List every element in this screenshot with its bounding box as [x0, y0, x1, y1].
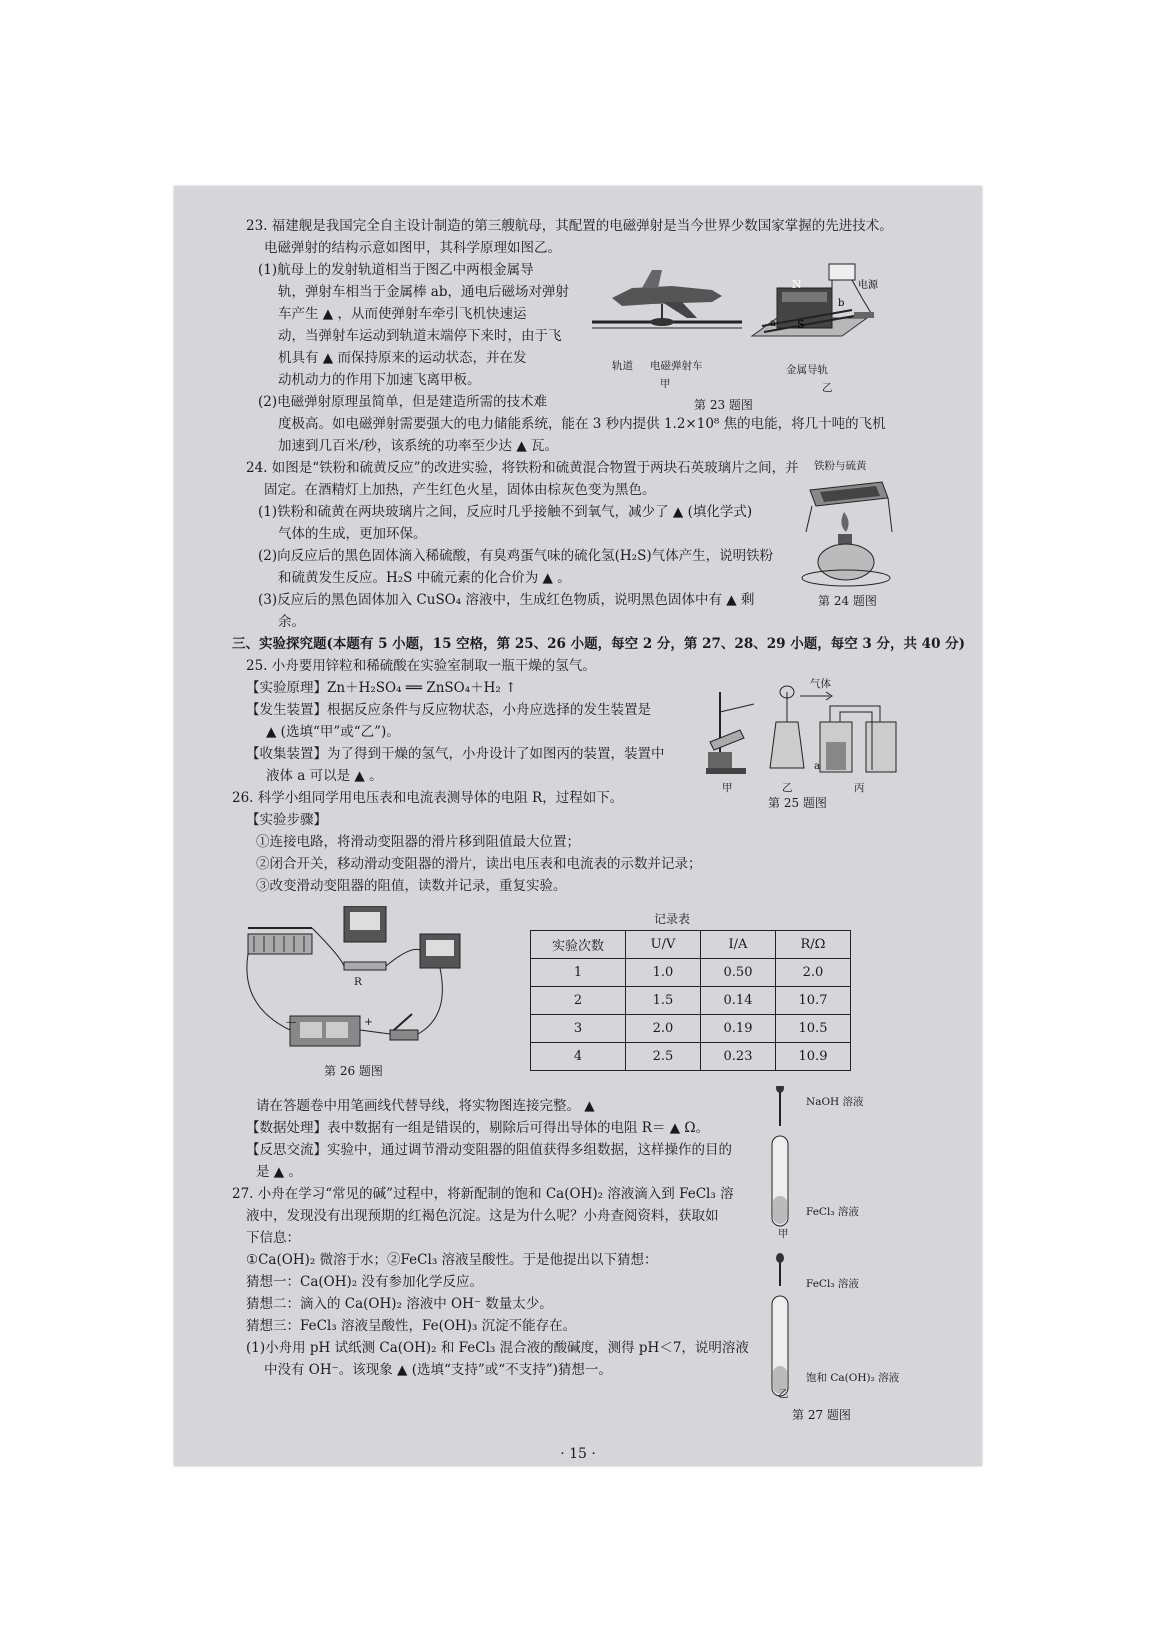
q23-part1-line3: 车产生 ▲ ，从而使弹射车牵引飞机快速运: [278, 306, 527, 322]
q26-connect-instruction: 请在答题卷中用笔画线代替导线，将实物图连接完整。 ▲: [256, 1098, 595, 1114]
q27-part1-line1: (1)小舟用 pH 试纸测 Ca(OH)₂ 和 FeCl₃ 混合液的酸碱度，测得 pH＜7，说明溶液: [246, 1340, 749, 1356]
q26-resistor-label: R: [354, 976, 362, 988]
q25-principle: 【实验原理】Zn＋H₂SO₄ ══ ZnSO₄＋H₂ ↑: [246, 680, 517, 696]
q25-gas-label: 气体: [810, 678, 831, 690]
q23-cart-label: 电磁弹射车: [650, 360, 703, 372]
q23-part2-line3: 加速到几百米/秒，该系统的功率至少达 ▲ 瓦。: [278, 438, 559, 454]
q25-bing-label: 丙: [854, 782, 865, 794]
table-cell: 2.0: [776, 959, 851, 987]
q23-figure: [592, 258, 882, 378]
q27-figure: [766, 1086, 806, 1406]
q26-stem: 26. 科学小组同学用电压表和电流表测导体的电阻 R，过程如下。: [232, 790, 624, 806]
exam-page: [174, 186, 982, 1466]
q27-stem-line1: 27. 小舟在学习“常见的碱”过程中，将新配制的饱和 Ca(OH)₂ 溶液滴入到 FeCl₃ 溶: [232, 1186, 734, 1202]
q26-step2: ②闭合开关，移动滑动变阻器的滑片，读出电压表和电流表的示数并记录；: [256, 856, 702, 872]
section-3-heading: 三、实验探究题(本题有 5 小题，15 空格，第 25、26 小题，每空 2 分，第 27、28、29 小题，每空 3 分，共 40 分): [232, 636, 966, 652]
q26-steps-title: 【实验步骤】: [246, 812, 327, 828]
q24-part1-line2: 气体的生成，更加环保。: [278, 526, 427, 542]
table-header-cell: U/V: [626, 931, 701, 959]
record-table-title: 记录表: [654, 912, 691, 926]
table-cell: 1: [531, 959, 626, 987]
q26-minus-label: —: [286, 1016, 297, 1028]
q23-yi-label: 乙: [822, 382, 833, 394]
q27-part1-line2: 中没有 OH⁻。该现象 ▲ (选填“支持”或“不支持”)猜想一。: [264, 1362, 612, 1378]
q24-part3-line1: (3)反应后的黑色固体加入 CuSO₄ 溶液中，生成红色物质，说明黑色固体中有 ▲ 剩: [258, 592, 755, 608]
q24-figure-caption: 第 24 题图: [818, 594, 877, 608]
page-number: · 15 ·: [560, 1446, 596, 1462]
q27-stem-line3: 下信息：: [246, 1230, 300, 1246]
q27-figure-caption: 第 27 题图: [792, 1408, 851, 1422]
q23-part1-line6: 动机动力的作用下加速飞离甲板。: [278, 372, 481, 388]
q23-part1-line4: 动，当弹射车运动到轨道末端停下来时，由于飞: [278, 328, 562, 344]
q23-metal-rail-label: 金属导轨: [786, 364, 828, 376]
q24-top-label: 铁粉与硫黄: [814, 460, 867, 472]
q23-jia-label: 甲: [660, 378, 671, 390]
table-header-cell: R/Ω: [776, 931, 851, 959]
table-row: [531, 959, 851, 987]
q25-collect-line1: 【收集装置】为了得到干燥的氢气，小舟设计了如图丙的装置，装置中: [246, 746, 665, 762]
q26-step3: ③改变滑动变阻器的阻值，读数并记录，重复实验。: [256, 878, 567, 894]
q25-jia-label: 甲: [722, 782, 733, 794]
table-cell: 0.19: [701, 1015, 776, 1043]
q24-part3-line2: 余。: [278, 614, 305, 630]
q27-stem-line2: 液中，发现没有出现预期的红褐色沉淀。这是为什么呢？小舟查阅资料，获取如: [246, 1208, 719, 1224]
q23-stem-line1: 23. 福建舰是我国完全自主设计制造的第三艘航母，其配置的电磁弹射是当今世界少数国家掌握的先进技术。: [246, 218, 893, 234]
table-header-cell: 实验次数: [531, 931, 626, 959]
q23-part1-line1: (1)航母上的发射轨道相当于图乙中两根金属导: [258, 262, 534, 278]
table-cell: 10.9: [776, 1043, 851, 1071]
q24-stem-line1: 24. 如图是“铁粉和硫黄反应”的改进实验，将铁粉和硫黄混合物置于两块石英玻璃片之间，并: [246, 460, 799, 476]
record-table: [530, 930, 851, 1071]
table-cell: 1.0: [626, 959, 701, 987]
q26-figure-caption: 第 26 题图: [324, 1064, 383, 1078]
q26-reflection-line1: 【反思交流】实验中，通过调节滑动变阻器的阻值获得多组数据，这样操作的目的: [246, 1142, 732, 1158]
q25-stem: 25. 小舟要用锌粒和稀硫酸在实验室制取一瓶干燥的氢气。: [246, 658, 596, 674]
table-cell: 2.5: [626, 1043, 701, 1071]
jet-illustration: [592, 270, 742, 328]
table-cell: 0.14: [701, 987, 776, 1015]
q25-figure: [700, 682, 900, 778]
q23-figure-caption: 第 23 题图: [694, 398, 753, 412]
q24-part1-line1: (1)铁粉和硫黄在两块玻璃片之间，反应时几乎接触不到氧气，减少了 ▲ (填化学式): [258, 504, 753, 520]
q25-collect-line2: 液体 a 可以是 ▲ 。: [266, 768, 383, 784]
q27-jia-label: 甲: [778, 1228, 789, 1240]
q24-part2-line1: (2)向反应后的黑色固体滴入稀硫酸，有臭鸡蛋气味的硫化氢(H₂S)气体产生，说明铁粉: [258, 548, 774, 564]
q23-rail-label: 轨道: [612, 360, 633, 372]
q25-yi-label: 乙: [782, 782, 793, 794]
q27-fecl3-label-b: FeCl₃ 溶液: [806, 1278, 859, 1290]
q26-step1: ①连接电路，将滑动变阻器的滑片移到阻值最大位置；: [256, 834, 580, 850]
table-cell: 0.50: [701, 959, 776, 987]
table-cell: 2.0: [626, 1015, 701, 1043]
table-row: [531, 987, 851, 1015]
q27-guess2: 猜想二：滴入的 Ca(OH)₂ 溶液中 OH⁻ 数量太少。: [246, 1296, 553, 1312]
table-cell: 10.5: [776, 1015, 851, 1043]
table-cell: 3: [531, 1015, 626, 1043]
q23-part2-line2: 度极高。如电磁弹射需要强大的电力储能系统，能在 3 秒内提供 1.2×10⁸ 焦的电能，将几十吨的飞机: [278, 416, 886, 432]
magnet-s-label: S: [797, 318, 805, 331]
q27-guess1: 猜想一：Ca(OH)₂ 没有参加化学反应。: [246, 1274, 483, 1290]
rod-b-label: b: [838, 298, 845, 309]
magnet-n-label: N: [792, 278, 802, 291]
rod-a-label: a: [770, 318, 776, 329]
q26-data-processing: 【数据处理】表中数据有一组是错误的，剔除后可得出导体的电阻 R＝ ▲ Ω。: [246, 1120, 710, 1136]
q23-part2-line1: (2)电磁弹射原理虽简单，但是建造所需的技术难: [258, 394, 548, 410]
table-row: [531, 1043, 851, 1071]
q24-part2-line2: 和硫黄发生反应。H₂S 中硫元素的化合价为 ▲ 。: [278, 570, 571, 586]
table-header-cell: I/A: [701, 931, 776, 959]
q27-yi-label: 乙: [778, 1388, 789, 1400]
q23-stem-line2: 电磁弹射的结构示意如图甲，其科学原理如图乙。: [264, 240, 561, 256]
q23-part1-line2: 轨，弹射车相当于金属棒 ab，通电后磁场对弹射: [278, 284, 569, 300]
table-header-row: [531, 931, 851, 959]
q27-guess3: 猜想三：FeCl₃ 溶液呈酸性，Fe(OH)₃ 沉淀不能存在。: [246, 1318, 577, 1334]
q27-info: ①Ca(OH)₂ 微溶于水；②FeCl₃ 溶液呈酸性。于是他提出以下猜想：: [246, 1252, 658, 1268]
table-cell: 4: [531, 1043, 626, 1071]
table-cell: 2: [531, 987, 626, 1015]
q23-part1-line5: 机具有 ▲ 而保持原来的运动状态，并在发: [278, 350, 527, 366]
power-label: 电源: [858, 280, 878, 291]
q25-liquid-a-label: a: [814, 760, 821, 772]
q27-naoh-label: NaOH 溶液: [806, 1096, 864, 1108]
q26-reflection-line2: 是 ▲ 。: [256, 1164, 302, 1180]
q26-plus-label: +: [364, 1016, 373, 1028]
q25-device-line2: ▲ (选填“甲”或“乙”)。: [266, 724, 400, 740]
q25-figure-caption: 第 25 题图: [768, 796, 827, 810]
q27-caoh-label: 饱和 Ca(OH)₂ 溶液: [806, 1372, 900, 1384]
table-cell: 10.7: [776, 987, 851, 1015]
table-cell: 0.23: [701, 1043, 776, 1071]
q25-device-line1: 【发生装置】根据反应条件与反应物状态，小舟应选择的发生装置是: [246, 702, 651, 718]
q24-figure: [792, 472, 902, 592]
q24-stem-line2: 固定。在酒精灯上加热，产生红色火星，固体由棕灰色变为黑色。: [264, 482, 656, 498]
table-row: [531, 1015, 851, 1043]
table-cell: 1.5: [626, 987, 701, 1015]
q27-fecl3-label-a: FeCl₃ 溶液: [806, 1206, 859, 1218]
